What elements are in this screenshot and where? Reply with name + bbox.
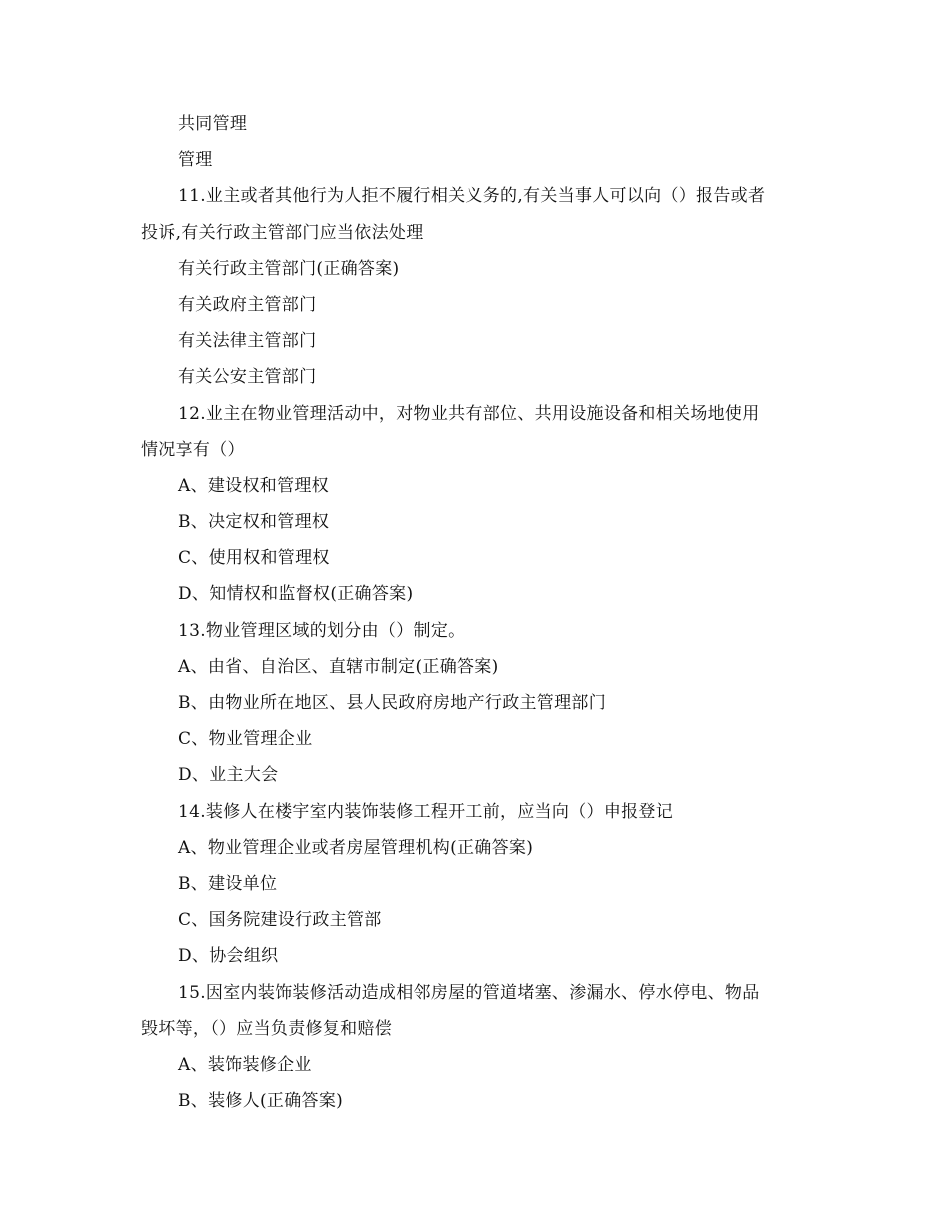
answer-option-a: A、物业管理企业或者房屋管理机构(正确答案) — [178, 837, 534, 858]
question-15-line-1: 15.因室内装饰装修活动造成相邻房屋的管道堵塞、渗漏水、停水停电、物品 — [178, 982, 760, 1003]
answer-option-d: D、业主大会 — [178, 765, 279, 786]
answer-option-d: D、知情权和监督权(正确答案) — [178, 584, 414, 605]
answer-option-c: C、物业管理企业 — [178, 729, 313, 750]
answer-option: 有关公安主管部门 — [178, 367, 317, 388]
answer-option: 有关政府主管部门 — [178, 294, 317, 315]
answer-option-c: C、国务院建设行政主管部 — [178, 910, 382, 931]
question-11-line-2: 投诉,有关行政主管部门应当依法处理 — [141, 222, 424, 243]
answer-option-c: C、使用权和管理权 — [178, 548, 330, 569]
answer-option: 有关行政主管部门(正确答案) — [178, 258, 400, 279]
text-line: 管理 — [178, 150, 213, 171]
answer-option-b: B、由物业所在地区、县人民政府房地产行政主管理部门 — [178, 693, 606, 713]
question-11-line-1: 11.业主或者其他行为人拒不履行相关义务的,有关当事人可以向（）报告或者 — [178, 186, 766, 207]
answer-option-b: B、建设单位 — [178, 873, 278, 894]
answer-option: 有关法律主管部门 — [178, 331, 317, 352]
answer-option-b: B、装修人(正确答案) — [178, 1091, 344, 1112]
question-15-line-2: 毁坏等，（）应当负责修复和赔偿 — [141, 1018, 392, 1039]
document-body — [141, 106, 821, 1119]
answer-option-a: A、建设权和管理权 — [178, 475, 329, 496]
question-14: 14.装修人在楼宇室内装饰装修工程开工前，应当向（）申报登记 — [178, 801, 674, 822]
question-13: 13.物业管理区域的划分由（）制定。 — [178, 620, 466, 641]
text-line: 共同管理 — [178, 114, 248, 134]
question-12-line-2: 情况享有（） — [141, 439, 245, 460]
answer-option-b: B、决定权和管理权 — [178, 512, 330, 533]
question-12-line-1: 12.业主在物业管理活动中，对物业共有部位、共用设施设备和相关场地使用 — [178, 403, 760, 424]
answer-option-a: A、由省、自治区、直辖市制定(正确答案) — [178, 656, 499, 677]
answer-option-a: A、装饰装修企业 — [178, 1054, 312, 1075]
answer-option-d: D、协会组织 — [178, 946, 279, 967]
